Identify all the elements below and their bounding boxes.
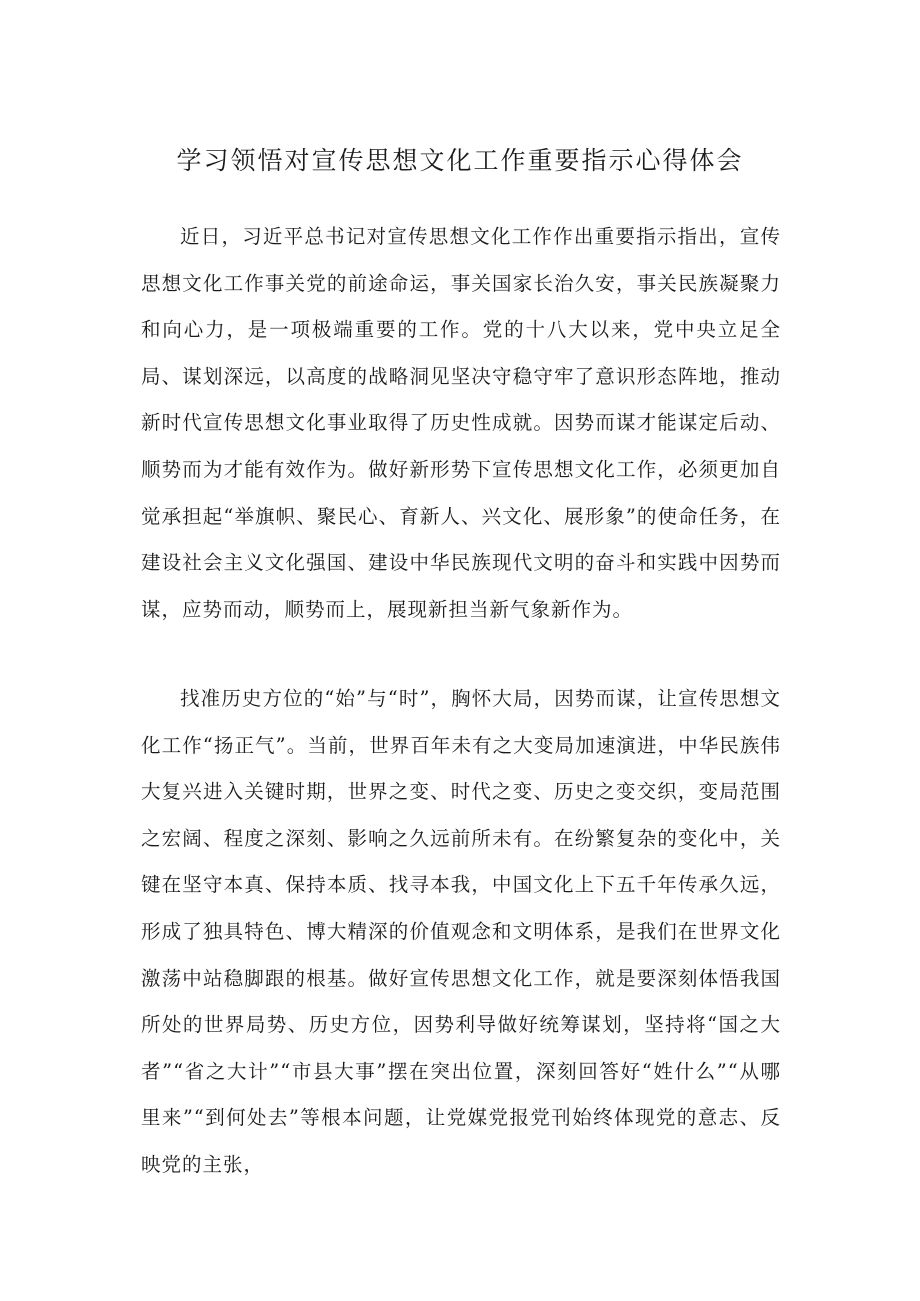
body-paragraph-2: 找准历史方位的“始”与“时”，胸怀大局，因势而谋，让宣传思想文化工作“扬正气”。当前，世界百年未有之大变局加速演进，中华民族伟大复兴进入关键时期，世界之变、时代之变、历史之变交织，变局范围之宏阔、程度之深刻、影响之久远前所未有。在纷繁复杂的变化中，关键在坚守本真、保持本质、找寻本我，中国文化上下五千年传承久远，形成了独具特色、博大精深的价值观念和文明体系，是我们在世界文化激荡中站稳脚跟的根基。做好宣传思想文化工作，就是要深刻体悟我国所处的世界局势、历史方位，因势利导做好统筹谋划，坚持将“国之大者”“省之大计”“市县大事”摆在突出位置，深刻回答好“姓什么”“从哪里来”“到何处去”等根本问题，让党媒党报党刊始终体现党的意志、反映党的主张，	[141, 687, 781, 1176]
body-paragraph-1: 近日，习近平总书记对宣传思想文化工作作出重要指示指出，宣传思想文化工作事关党的前途命运，事关国家长治久安，事关民族凝聚力和向心力，是一项极端重要的工作。党的十八大以来，党中央立足全局、谋划深远，以高度的战略洞见坚决守稳守牢了意识形态阵地，推动新时代宣传思想文化事业取得了历史性成就。因势而谋才能谋定后动、顺势而为才能有效作为。做好新形势下宣传思想文化工作，必须更加自觉承担起“举旗帜、聚民心、育新人、兴文化、展形象”的使命任务，在建设社会主义文化强国、建设中华民族现代文明的奋斗和实践中因势而谋，应势而动，顺势而上，展现新担当新气象新作为。	[141, 225, 781, 621]
document-title: 学习领悟对宣传思想文化工作重要指示心得体会	[176, 146, 744, 175]
